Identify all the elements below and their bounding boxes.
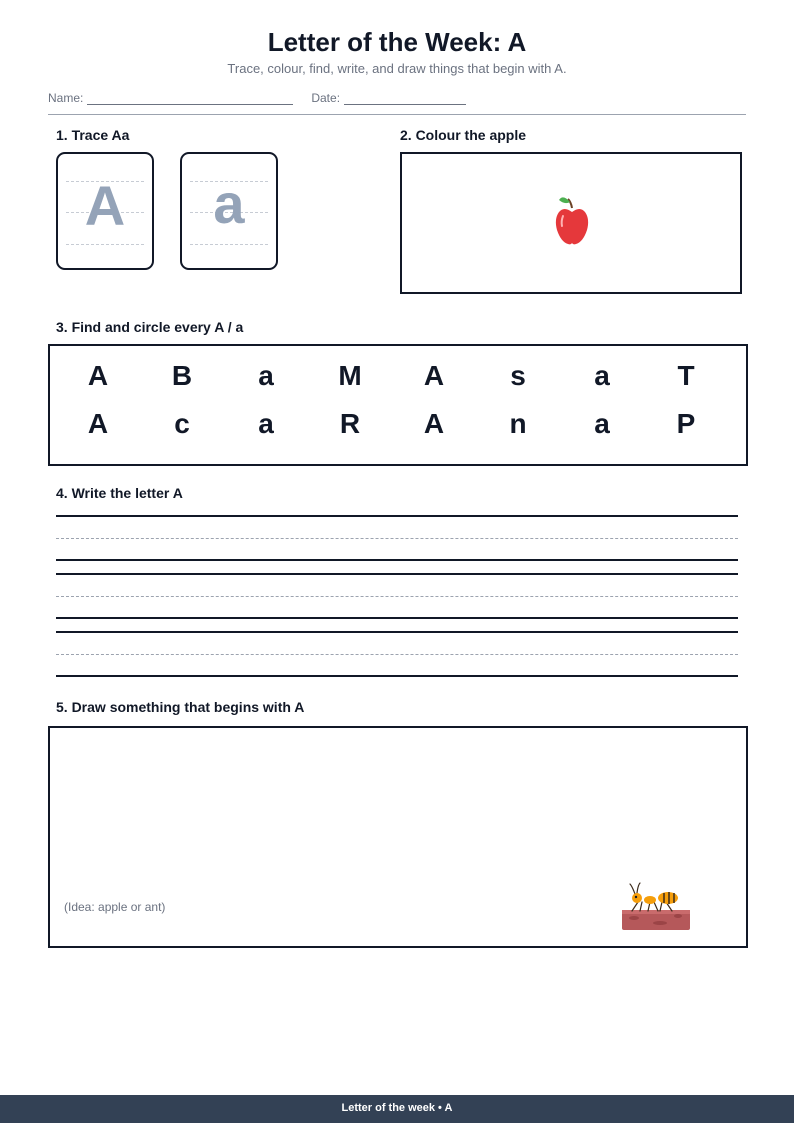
page-footer: Letter of the week • A [0,1095,794,1123]
trace-card-uppercase[interactable] [56,152,154,270]
writing-line-mid [56,654,738,655]
find-section-title: 3. Find and circle every A / a [56,319,244,335]
trace-section-title: 1. Trace Aa [56,127,130,143]
write-section-title: 4. Write the letter A [56,485,183,501]
find-letter[interactable]: T [677,360,695,391]
drawing-area[interactable] [48,726,748,948]
find-letter[interactable]: s [510,360,526,391]
guide-line-bottom [190,244,268,245]
writing-line-base [56,675,738,677]
name-date-row [48,91,466,105]
name-field[interactable] [87,92,293,105]
find-letter[interactable]: a [594,408,610,439]
drawing-idea-hint: (Idea: apple or ant) [64,900,166,914]
find-letter[interactable]: a [258,408,274,439]
find-letter[interactable]: a [594,360,610,391]
header-divider [48,114,746,115]
find-letter[interactable]: P [676,408,696,439]
writing-line-top [56,573,738,575]
page-title: Letter of the Week: A [267,27,527,57]
ant-icon [620,880,692,932]
trace-letter-lowercase: a [213,172,245,235]
find-letter[interactable]: M [338,360,362,391]
guide-line-bottom [66,244,144,245]
page-subtitle: Trace, colour, find, write, and draw things that begin with A. [227,61,567,76]
writing-line-top [56,515,738,517]
find-letter[interactable]: A [423,360,445,391]
date-label: Date: [311,91,341,105]
writing-line-mid [56,538,738,539]
writing-line-base [56,559,738,561]
name-label: Name: [48,91,84,105]
find-letter[interactable]: A [87,408,109,439]
date-field[interactable] [344,92,466,105]
find-letter[interactable]: a [258,360,274,391]
find-letter[interactable]: A [87,360,109,391]
draw-section-title: 5. Draw something that begins with A [56,699,305,715]
trace-letter-uppercase: A [84,174,126,237]
find-letter[interactable]: A [423,408,445,439]
trace-card-lowercase[interactable] [180,152,278,270]
apple-colouring-box[interactable] [400,152,742,294]
find-letter[interactable]: R [339,408,361,439]
find-letter[interactable]: c [174,408,190,439]
apple-icon [553,194,591,248]
writing-line-mid [56,596,738,597]
writing-line-top [56,631,738,633]
colour-section-title: 2. Colour the apple [400,127,527,143]
writing-line-base [56,617,738,619]
find-letter[interactable]: B [171,360,193,391]
find-letter[interactable]: n [509,408,527,439]
letter-search-grid [48,344,748,466]
